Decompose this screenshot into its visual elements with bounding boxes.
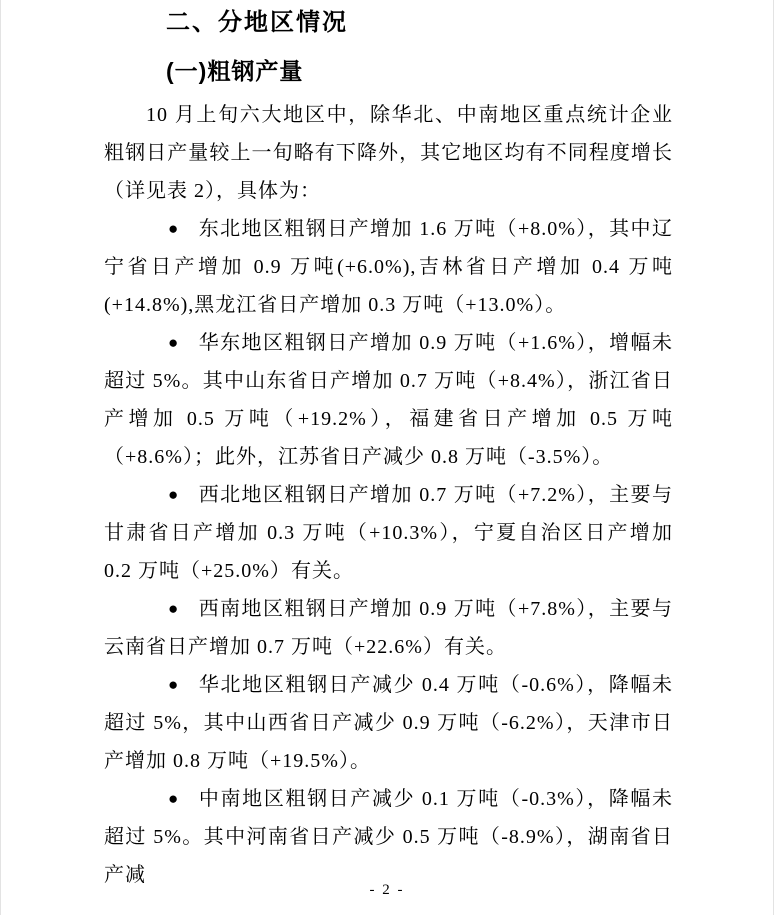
bullet-item (104, 590, 673, 666)
bullet-text: 中南地区粗钢日产减少 0.1 万吨（-0.3%），降幅未超过 5%。其中河南省日产减少 0.5 万吨（-8.9%），湖南省日产减 (104, 788, 673, 886)
bullet-item (104, 210, 673, 324)
section-title: 二、分地区情况 (166, 9, 348, 36)
bullet-text: 西北地区粗钢日产增加 0.7 万吨（+7.2%），主要与甘肃省日产增加 0.3 万吨（+10.3%），宁夏自治区日产增加 0.2 万吨（+25.0%）有关。 (104, 484, 673, 582)
bullet-text: 西南地区粗钢日产增加 0.9 万吨（+7.8%），主要与云南省日产增加 0.7 万吨（+22.6%）有关。 (104, 598, 673, 658)
bullet-icon: ● (168, 219, 180, 238)
bullet-text: 华北地区粗钢日产减少 0.4 万吨（-0.6%），降幅未超过 5%，其中山西省日产减少 0.9 万吨（-6.2%），天津市日产增加 0.8 万吨（+19.5%）。 (104, 674, 673, 772)
bullet-text: 华东地区粗钢日产增加 0.9 万吨（+1.6%），增幅未超过 5%。其中山东省日产增加 0.7 万吨（+8.4%），浙江省日产增加 0.5 万吨（+19.2%），福建省日产增加 0.5 万吨（+8.6%）；此外，江苏省日产减少 0.8 万吨（-3.5%）。 (104, 332, 673, 468)
page-content (1, 0, 773, 894)
bullet-icon: ● (168, 333, 180, 352)
bullet-item (104, 324, 673, 476)
page-number: - 2 - (369, 882, 405, 898)
subsection-title: (一)粗钢产量 (166, 58, 304, 84)
intro-paragraph: 10 月上旬六大地区中，除华北、中南地区重点统计企业粗钢日产量较上一旬略有下降外，其它地区均有不同程度增长（详见表 2），具体为： (104, 104, 673, 202)
bullet-icon: ● (168, 675, 180, 694)
bullet-icon: ● (168, 485, 180, 504)
bullet-text: 东北地区粗钢日产增加 1.6 万吨（+8.0%），其中辽宁省日产增加 0.9 万吨(+6.0%),吉林省日产增加 0.4 万吨(+14.8%),黑龙江省日产增加 0.3 万吨（+13.0%）。 (104, 218, 673, 316)
bullet-item (104, 780, 673, 894)
bullet-icon: ● (168, 789, 180, 808)
bullet-item (104, 476, 673, 590)
bullet-icon: ● (168, 599, 180, 618)
bullet-item (104, 666, 673, 780)
